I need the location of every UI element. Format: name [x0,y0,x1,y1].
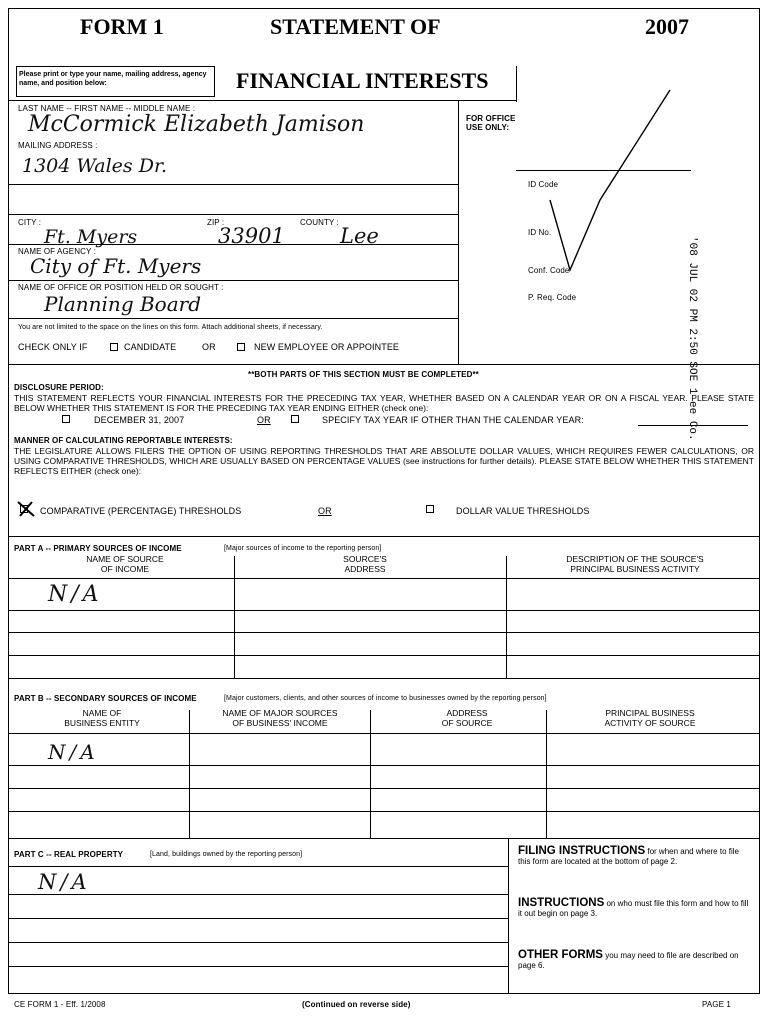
personal-block-right [516,66,517,102]
personal-block-bottom [8,364,760,365]
p-req-code-label: P. Req. Code [528,293,577,302]
part-b-entry[interactable]: N/A [48,740,99,764]
mailing-line-1 [8,184,458,185]
part-b-col-address: ADDRESS OF SOURCE [441,708,493,728]
part-c-row-line [8,942,508,943]
part-b-divider-1 [189,710,190,838]
who-must-file-instructions [518,898,752,919]
candidate-or: OR [202,342,216,352]
part-a-title: PART A -- PRIMARY SOURCES OF INCOME [14,544,182,553]
other-forms-text: you may need to file are described on page 6. [518,951,739,970]
candidate-checkbox[interactable] [110,343,118,351]
part-b-col-entity: NAME OF BUSINESS ENTITY [64,708,140,728]
checkmark-scribble-icon [540,80,710,300]
part-b-col-activity: PRINCIPAL BUSINESS ACTIVITY OF SOURCE [604,708,696,728]
part-c-divider [508,838,509,994]
part-a-row-line [8,610,760,611]
check-only-label: CHECK ONLY IF [18,342,88,352]
footer-page: PAGE 1 [702,1000,731,1009]
space-note: You are not limited to the space on the lines on this form. Attach additional sheets, if necessary. [18,324,323,331]
part-b-row-line [8,788,760,789]
new-employee-label: NEW EMPLOYEE OR APPOINTEE [254,342,400,352]
part-a-row-line [8,655,760,656]
name-label: LAST NAME -- FIRST NAME -- MIDDLE NAME : [18,104,196,113]
personal-block-top [8,100,516,101]
part-a-col-activity: DESCRIPTION OF THE SOURCE'S PRINCIPAL BUSINESS ACTIVITY [566,554,704,574]
part-c-subtitle: [Land, buildings owned by the reporting person] [150,851,303,858]
part-b-bottom [8,838,760,839]
manner-or: OR [318,506,332,516]
part-c-row-line [8,866,508,867]
footer-continued: (Continued on reverse side) [302,1000,411,1009]
zip-label: ZIP : [207,218,225,227]
id-code-label: ID Code [528,180,559,189]
part-b-row-line [8,733,760,734]
checked-x-icon [16,500,36,518]
part-b-col-sources: NAME OF MAJOR SOURCES OF BUSINESS' INCOME [222,708,338,728]
dec31-checkbox[interactable] [62,415,70,423]
form-title-line1: STATEMENT OF [270,14,441,39]
filing-instructions [518,846,752,867]
part-b-divider-3 [546,710,547,838]
candidate-label: CANDIDATE [124,342,177,352]
part-c-entry[interactable]: N/A [38,870,91,894]
id-no-label: ID No. [528,228,552,237]
mailing-label: MAILING ADDRESS : [18,141,98,150]
part-a-col-address: SOURCE'S ADDRESS [343,554,387,574]
disclosure-period-text: THIS STATEMENT REFLECTS YOUR FINANCIAL INTERESTS FOR THE PRECEDING TAX YEAR, WHETHER BASED ON A CALENDAR YEAR OR ON A FISCAL YEAR. PLEASE STATE BELOW WHETHER THIS STATEMENT IS FOR THE PRECEDING TAX YEAR ENDING EITHER (check one): [14,393,754,413]
other-forms-heading: OTHER FORMS [518,949,603,961]
received-stamp: '08 JUL 02 PM 2:50 SOE 1 ee Co. [686,236,698,441]
county-value[interactable]: Lee [340,224,379,248]
agency-label: NAME OF AGENCY : [18,247,96,256]
part-c-row-line [8,966,508,967]
part-a-bottom [8,678,760,679]
both-parts-note: **BOTH PARTS OF THIS SECTION MUST BE COMPLETED** [248,370,479,379]
office-line [8,318,458,319]
office-use-label-2: USE ONLY: [466,123,510,132]
office-block-left [458,100,459,364]
part-a-entry[interactable]: N/A [48,582,103,607]
agency-value[interactable]: City of Ft. Myers [30,254,202,278]
dollar-checkbox[interactable] [426,505,434,513]
part-b-title: PART B -- SECONDARY SOURCES OF INCOME [14,694,197,703]
new-employee-checkbox[interactable] [237,343,245,351]
part-a-row-line [8,578,760,579]
form-title-line2: FINANCIAL INTERESTS [236,68,489,93]
part-c-row-line [8,894,508,895]
city-label: CITY : [18,218,42,227]
name-value[interactable]: McCormick Elizabeth Jamison [28,112,365,137]
part-c-title: PART C -- REAL PROPERTY [14,850,124,859]
zip-value[interactable]: 33901 [218,224,285,248]
office-value[interactable]: Planning Board [44,292,202,316]
instructions-text: on who must file this form and how to fill it out begin on page 3. [518,899,749,918]
period-or: OR [257,415,271,425]
instructions-heading: INSTRUCTIONS [518,897,605,909]
print-instruction: Please print or type your name, mailing address, agency name, and position below: [19,71,207,87]
form-number: FORM 1 [80,14,164,39]
dollar-label: DOLLAR VALUE THRESHOLDS [456,506,590,516]
part-c-row-line [8,918,508,919]
part-a-divider-2 [506,556,507,678]
office-label: NAME OF OFFICE OR POSITION HELD OR SOUGHT : [18,283,224,292]
county-label: COUNTY : [300,218,339,227]
disclosure-period-heading: DISCLOSURE PERIOD: [14,383,104,392]
office-use-label-1: FOR OFFICE [466,114,516,123]
city-value[interactable]: Ft. Myers [44,226,138,248]
part-a-col-source: NAME OF SOURCE OF INCOME [86,554,164,574]
specify-year-line[interactable] [638,425,748,426]
comparative-label: COMPARATIVE (PERCENTAGE) THRESHOLDS [40,506,242,516]
filing-instructions-heading: FILING INSTRUCTIONS [518,845,646,857]
manner-text: THE LEGISLATURE ALLOWS FILERS THE OPTION OF USING REPORTING THRESHOLDS THAT ARE ABSOLUTE DOLLAR VALUES, WHICH REQUIRES FEWER CALCULATIONS, OR USING COMPARATIVE THRESHOLDS, WHICH ARE USUALLY BASED ON PERCENTAGE VALUES (see instructions for further details). PLEASE STATE BELOW WHETHER THIS STATEMENT REFLECTS EITHER (check one): [14,446,754,476]
mailing-value[interactable]: 1304 Wales Dr. [22,155,167,177]
part-a-divider-1 [234,556,235,678]
part-b-row-line [8,765,760,766]
form-year: 2007 [645,14,689,39]
part-b-row-line [8,811,760,812]
filing-instructions-text: for when and where to file this form are located at the bottom of page 2. [518,847,739,866]
manner-heading: MANNER OF CALCULATING REPORTABLE INTERESTS: [14,436,233,445]
part-a-row-line [8,632,760,633]
part-b-subtitle: [Major customers, clients, and other sources of income to businesses owned by the reporting person] [224,695,547,702]
other-forms-instructions [518,950,752,971]
part-a-subtitle: [Major sources of income to the reporting person] [224,545,382,552]
specify-year-label: SPECIFY TAX YEAR IF OTHER THAN THE CALENDAR YEAR: [322,415,584,425]
footer-form-eff: CE FORM 1 - Eff. 1/2008 [14,1000,106,1009]
dec31-label: DECEMBER 31, 2007 [94,415,185,425]
conf-code-label: Conf. Code [528,266,570,275]
agency-line [8,280,458,281]
disclosure-bottom [8,536,760,537]
part-b-divider-2 [370,710,371,838]
city-line [8,244,458,245]
mailing-line-2 [8,214,458,215]
specify-year-checkbox[interactable] [291,415,299,423]
